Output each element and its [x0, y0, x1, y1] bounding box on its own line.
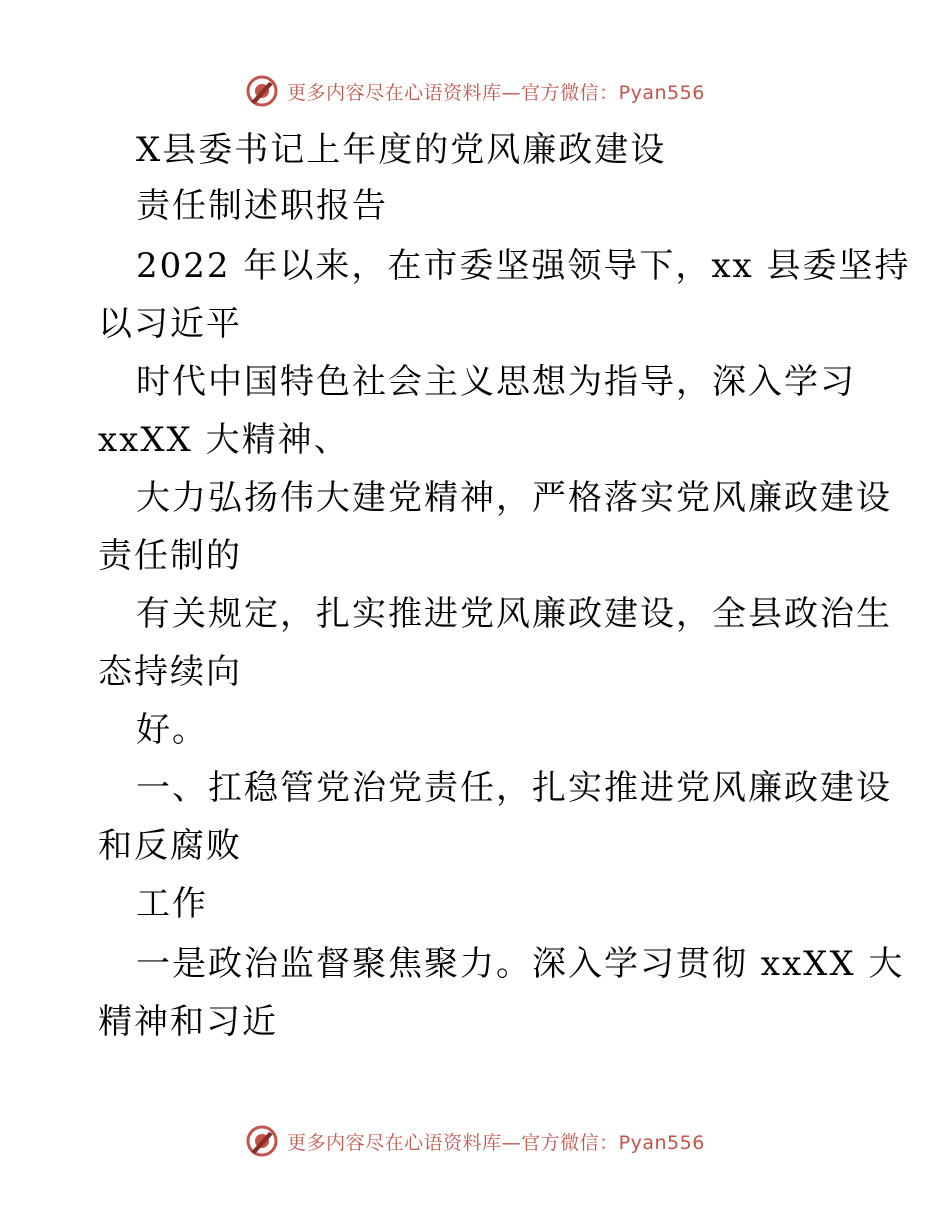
quill-seal-logo-icon — [245, 1124, 279, 1158]
section-heading-line: 一、扛稳管党治党责任，扎实推进党风廉政建设 — [136, 768, 892, 808]
paragraph-line: 2022 年以来，在市委坚强领导下，xx 县委坚持 — [136, 246, 911, 286]
document-title-line-1: X县委书记上年度的党风廉政建设 — [136, 130, 667, 170]
paragraph-line: 大力弘扬伟大建党精神，严格落实党风廉政建设 — [136, 478, 892, 518]
watermark-text: 更多内容尽在心语资料库—官方微信：Pyan556 — [287, 81, 705, 104]
paragraph-line: 责任制的 — [98, 536, 242, 576]
paragraph-line: 时代中国特色社会主义思想为指导，深入学习 — [136, 362, 856, 402]
paragraph-line: xxXX 大精神、 — [98, 420, 350, 460]
header-watermark — [0, 71, 950, 111]
paragraph-line: 以习近平 — [98, 304, 242, 344]
footer-watermark — [0, 1121, 950, 1161]
paragraph-line: 态持续向 — [98, 652, 242, 692]
section-heading-line: 工作 — [136, 884, 208, 924]
watermark-text: 更多内容尽在心语资料库—官方微信：Pyan556 — [287, 1131, 705, 1154]
paragraph-line: 一是政治监督聚焦聚力。深入学习贯彻 xxXX 大 — [136, 944, 905, 984]
section-heading-line: 和反腐败 — [98, 826, 242, 866]
quill-seal-logo-icon — [245, 74, 279, 108]
paragraph-line: 有关规定，扎实推进党风廉政建设，全县政治生 — [136, 594, 892, 634]
document-title-line-2: 责任制述职报告 — [136, 186, 388, 226]
paragraph-line: 好。 — [136, 710, 208, 750]
paragraph-line: 精神和习近 — [98, 1002, 278, 1042]
